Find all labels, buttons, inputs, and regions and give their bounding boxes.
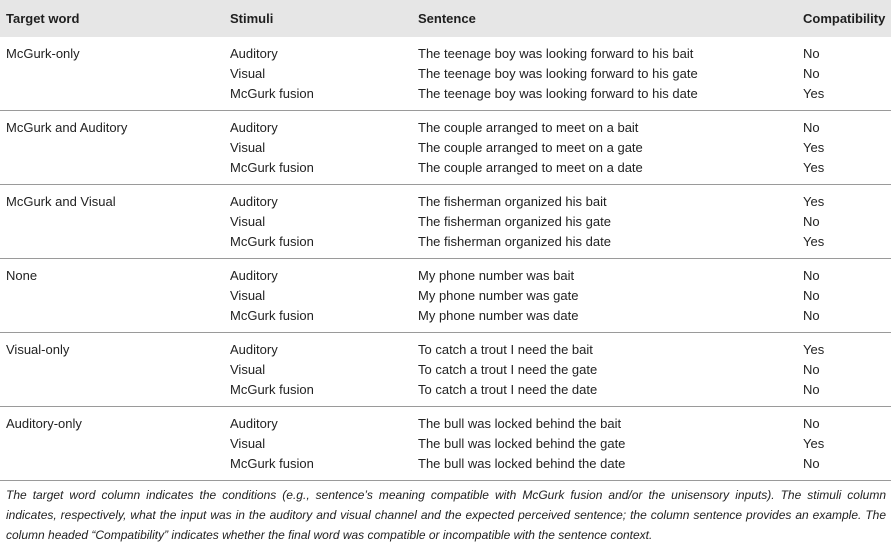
stimuli-cell: McGurk fusion: [230, 159, 314, 175]
table-row: [0, 63, 891, 83]
target-word-cell: [0, 211, 224, 231]
table-header: [0, 0, 891, 37]
compatibility-cell: No: [803, 267, 820, 283]
stimuli-cell: Auditory: [230, 45, 278, 61]
target-word-cell: [0, 83, 224, 111]
target-word-cell: McGurk and Visual: [6, 193, 116, 209]
table-row: [0, 137, 891, 157]
table-row: [0, 211, 891, 231]
table-row: [0, 285, 891, 305]
compatibility-cell: Yes: [803, 233, 825, 249]
stimuli-cell: Auditory: [230, 341, 278, 357]
sentence-cell: My phone number was date: [418, 307, 579, 323]
header-row: [0, 0, 891, 37]
sentence-cell: The couple arranged to meet on a date: [418, 159, 643, 175]
sentence-cell: My phone number was bait: [418, 267, 575, 283]
compatibility-cell: Yes: [803, 341, 825, 357]
table-row: [0, 433, 891, 453]
stimuli-cell: McGurk fusion: [230, 381, 314, 397]
row-group-visual-only: [0, 333, 891, 407]
table-row: [0, 305, 891, 333]
target-word-cell: [0, 285, 224, 305]
sentence-cell: The fisherman organized his gate: [418, 213, 611, 229]
stimuli-cell: Auditory: [230, 415, 278, 431]
stimuli-cell: McGurk fusion: [230, 307, 314, 323]
target-word-cell: [0, 433, 224, 453]
table-row: [0, 231, 891, 259]
compatibility-cell: No: [803, 381, 820, 397]
compatibility-cell: No: [803, 65, 820, 81]
compatibility-cell: No: [803, 287, 820, 303]
sentence-cell: The bull was locked behind the bait: [418, 415, 622, 431]
compatibility-cell: Yes: [803, 193, 825, 209]
target-word-cell: [0, 137, 224, 157]
compatibility-cell: Yes: [803, 159, 825, 175]
table-row: [0, 111, 891, 138]
compatibility-cell: Yes: [803, 85, 825, 101]
target-word-cell: Auditory-only: [6, 415, 82, 431]
target-word-cell: McGurk-only: [6, 45, 80, 61]
target-word-cell: Visual-only: [6, 341, 70, 357]
row-group-none: [0, 259, 891, 333]
sentence-cell: The bull was locked behind the gate: [418, 435, 626, 451]
header-target-word: Target word: [0, 0, 224, 37]
header-sentence: Sentence: [412, 0, 797, 37]
compatibility-cell: No: [803, 119, 820, 135]
sentence-cell: My phone number was gate: [418, 287, 579, 303]
stimuli-cell: McGurk fusion: [230, 85, 314, 101]
table-row: [0, 83, 891, 111]
stimuli-cell: Auditory: [230, 119, 278, 135]
table-row: [0, 379, 891, 407]
sentence-cell: The teenage boy was looking forward to his gate: [418, 65, 698, 81]
table-row: [0, 259, 891, 286]
table-row: [0, 157, 891, 185]
table-row: [0, 359, 891, 379]
stimuli-cell: Auditory: [230, 267, 278, 283]
table-row: [0, 407, 891, 434]
row-group-mcgurk-and-auditory: [0, 111, 891, 185]
compatibility-cell: No: [803, 307, 820, 323]
compatibility-cell: No: [803, 455, 820, 471]
sentence-cell: To catch a trout I need the date: [418, 381, 598, 397]
stimuli-cell: McGurk fusion: [230, 455, 314, 471]
header-compatibility: Compatibility: [797, 0, 891, 37]
table-footnote: The target word column indicates the conditions (e.g., sentence’s meaning compatible with McGurk fusion and/or the unisensory inputs). The stimuli column indicates, respectively, what the input was in the auditory and visual channel and the expected perceived sentence; the column sentence provides an example. The column headed “Compatibility” indicates whether the final word was compatible or incompatible with the sentence context.: [6, 488, 886, 542]
table-row: [0, 37, 891, 63]
compatibility-cell: No: [803, 415, 820, 431]
sentence-cell: The fisherman organized his date: [418, 233, 611, 249]
target-word-cell: [0, 379, 224, 407]
target-word-cell: [0, 453, 224, 481]
stimuli-cell: Auditory: [230, 193, 278, 209]
target-word-cell: None: [6, 267, 38, 283]
header-stimuli: Stimuli: [224, 0, 412, 37]
stimuli-cell: Visual: [230, 213, 266, 229]
stimuli-cell: Visual: [230, 361, 266, 377]
sentence-cell: To catch a trout I need the gate: [418, 361, 598, 377]
stimuli-cell: Visual: [230, 435, 266, 451]
compatibility-cell: Yes: [803, 139, 825, 155]
stimuli-cell: Visual: [230, 139, 266, 155]
table-row: [0, 333, 891, 360]
table-row: [0, 185, 891, 212]
target-word-cell: [0, 157, 224, 185]
stimuli-cell: Visual: [230, 287, 266, 303]
compatibility-cell: No: [803, 213, 820, 229]
compatibility-cell: No: [803, 45, 820, 61]
sentence-cell: The fisherman organized his bait: [418, 193, 607, 209]
compatibility-cell: No: [803, 361, 820, 377]
sentence-cell: To catch a trout I need the bait: [418, 341, 593, 357]
target-word-cell: [0, 359, 224, 379]
compatibility-cell: Yes: [803, 435, 825, 451]
sentence-cell: The teenage boy was looking forward to his bait: [418, 45, 694, 61]
target-word-cell: McGurk and Auditory: [6, 119, 128, 135]
row-group-mcgurk-only: [0, 37, 891, 111]
stimuli-cell: McGurk fusion: [230, 233, 314, 249]
sentence-cell: The teenage boy was looking forward to his date: [418, 85, 698, 101]
sentence-cell: The bull was locked behind the date: [418, 455, 626, 471]
target-word-cell: [0, 305, 224, 333]
stimuli-cell: Visual: [230, 65, 266, 81]
target-word-cell: [0, 63, 224, 83]
target-word-cell: [0, 231, 224, 259]
sentence-cell: The couple arranged to meet on a gate: [418, 139, 643, 155]
table-row: [0, 453, 891, 481]
sentence-cell: The couple arranged to meet on a bait: [418, 119, 639, 135]
row-group-auditory-only: [0, 407, 891, 481]
row-group-mcgurk-and-visual: [0, 185, 891, 259]
